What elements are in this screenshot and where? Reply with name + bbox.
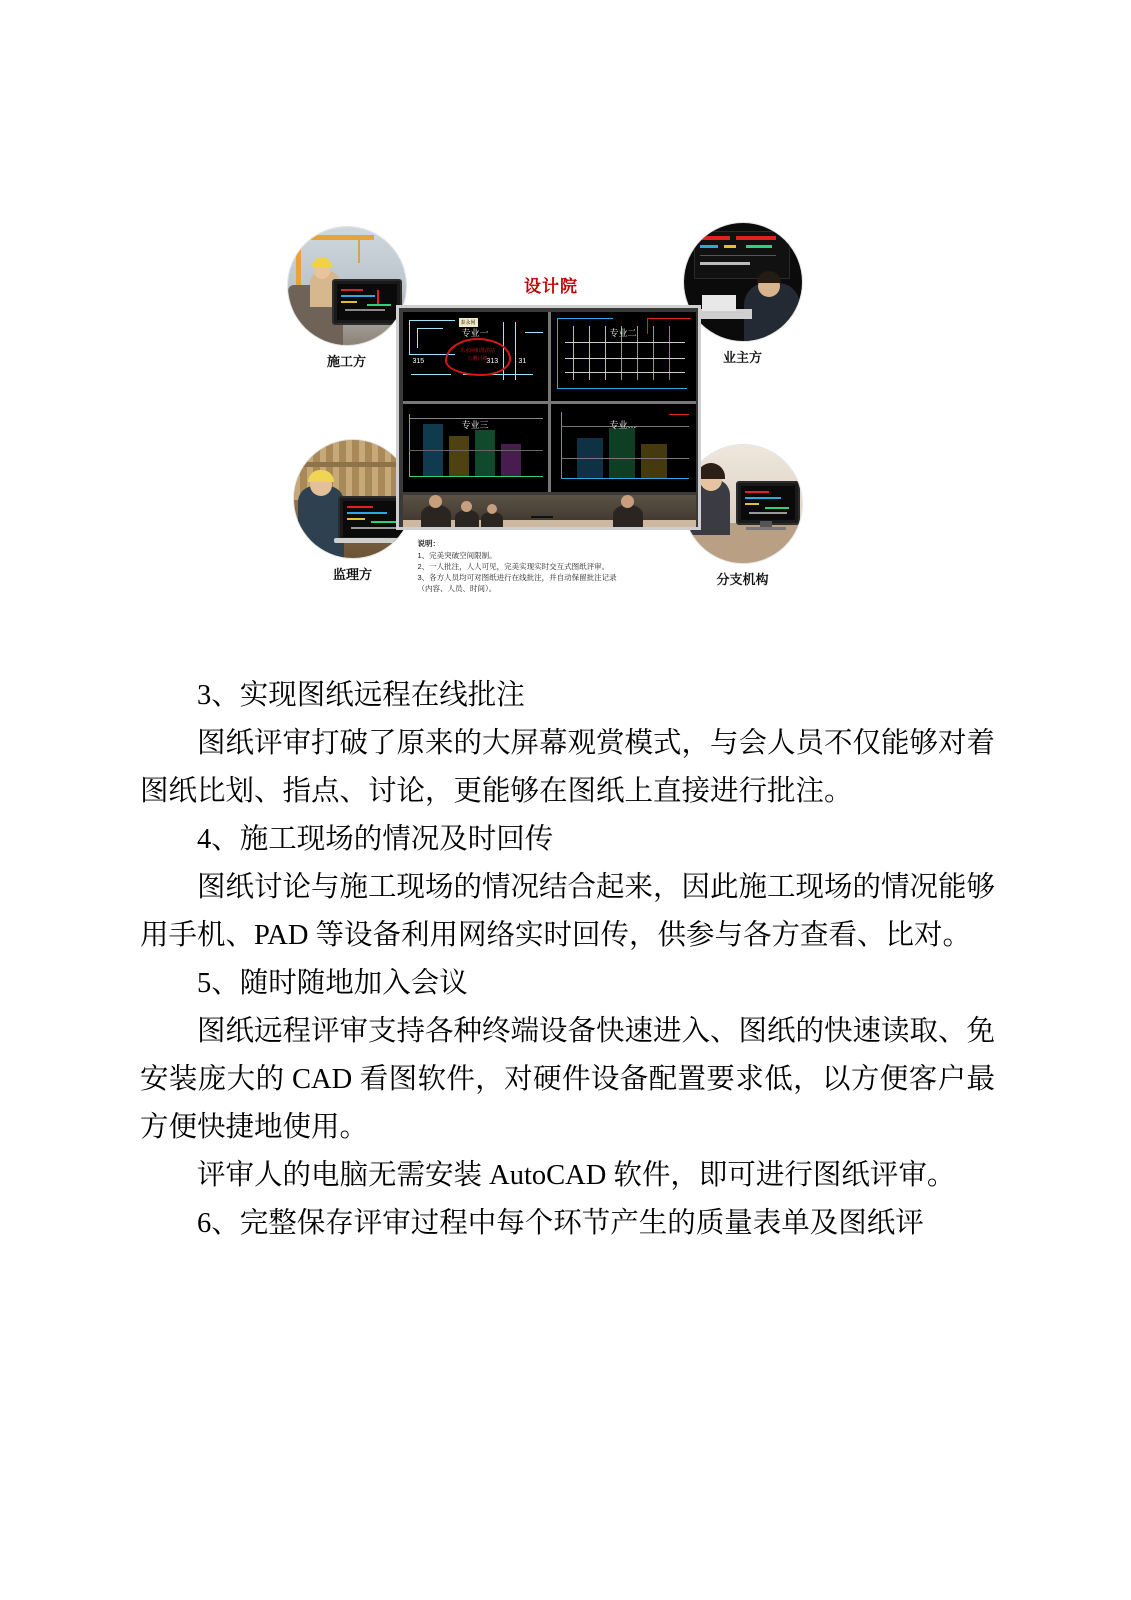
screen-pane-3 [403,404,548,493]
legend-title: 说明： [417,539,440,548]
figure-legend [418,538,648,594]
bubble-construction [288,227,406,345]
paragraph-heading-3: 3、实现图纸远程在线批注 [197,680,525,711]
paragraph-5-body: 图纸远程评审支持各种终端设备快速进入、图纸的快速读取、免安装庞大的 CAD 看图软件，对硬件设备配置要求低，以方便客户最方便快捷地使用。 [140,1016,996,1143]
bubble-label-owner: 业主方 [722,350,762,365]
desktop-monitor-icon [736,481,800,525]
legend-line-3: 3、各方人员均可对图纸进行在线批注，并自动保留批注记录 [417,573,617,582]
figure-remote-drawing-review [0,205,1131,650]
bubble-label-construction: 施工方 [326,354,366,369]
paragraph-heading-4: 4、施工现场的情况及时回传 [197,824,554,855]
paragraph-3-body: 图纸评审打破了原来的大屏幕观赏模式，与会人员不仅能够对着图纸比划、指点、讨论，更能够在图纸上直接进行批注。 [140,728,996,807]
pane-label-1: 专业一 [461,328,489,338]
tablet-device-icon [332,279,402,325]
paragraph-4-body: 图纸讨论与施工现场的情况结合起来，因此施工现场的情况能够用手机、PAD 等设备利用网络实时回传，供参与各方查看、比对。 [140,872,996,951]
bubble-branch [684,445,802,563]
paragraph-heading-5: 5、随时随地加入会议 [197,968,468,999]
screen-pane-1: 乐水闸和排涝站 公雕目梯 315 313 31 泰永闸 专业一 [403,312,548,401]
legend-line-2: 2、一人批注，人人可见，完美实现实时交互式图纸评审。 [417,562,610,571]
central-display-monitor [396,277,701,530]
bubble-label-branch: 分支机构 [716,572,769,587]
screen-pane-4 [551,404,696,493]
annotation-cloud: 乐水闸和排涝站 公雕目梯 [445,338,511,376]
pane-label-2: 专业二 [609,328,637,338]
legend-line-1: 1、完美突破空间限制。 [417,551,497,560]
bubble-supervisor [294,440,412,558]
meeting-photo [403,495,696,527]
document-body [140,672,995,1248]
paragraph-5-note: 评审人的电脑无需安装 AutoCAD 软件，即可进行图纸评审。 [197,1160,956,1191]
bubble-label-supervisor: 监理方 [332,567,372,582]
screen-pane-2 [551,312,696,401]
legend-line-4: （内容、人员、时间）。 [417,584,497,593]
design-institute-title: 设计院 [524,277,578,296]
microphone-icon [531,516,553,518]
screen-grid [403,312,696,492]
pane-label-3: 专业三 [461,419,489,430]
paragraph-heading-6: 6、完整保存评审过程中每个环节产生的质量表单及图纸评 [197,1208,924,1239]
pane-label-4: 专业… [609,419,637,430]
